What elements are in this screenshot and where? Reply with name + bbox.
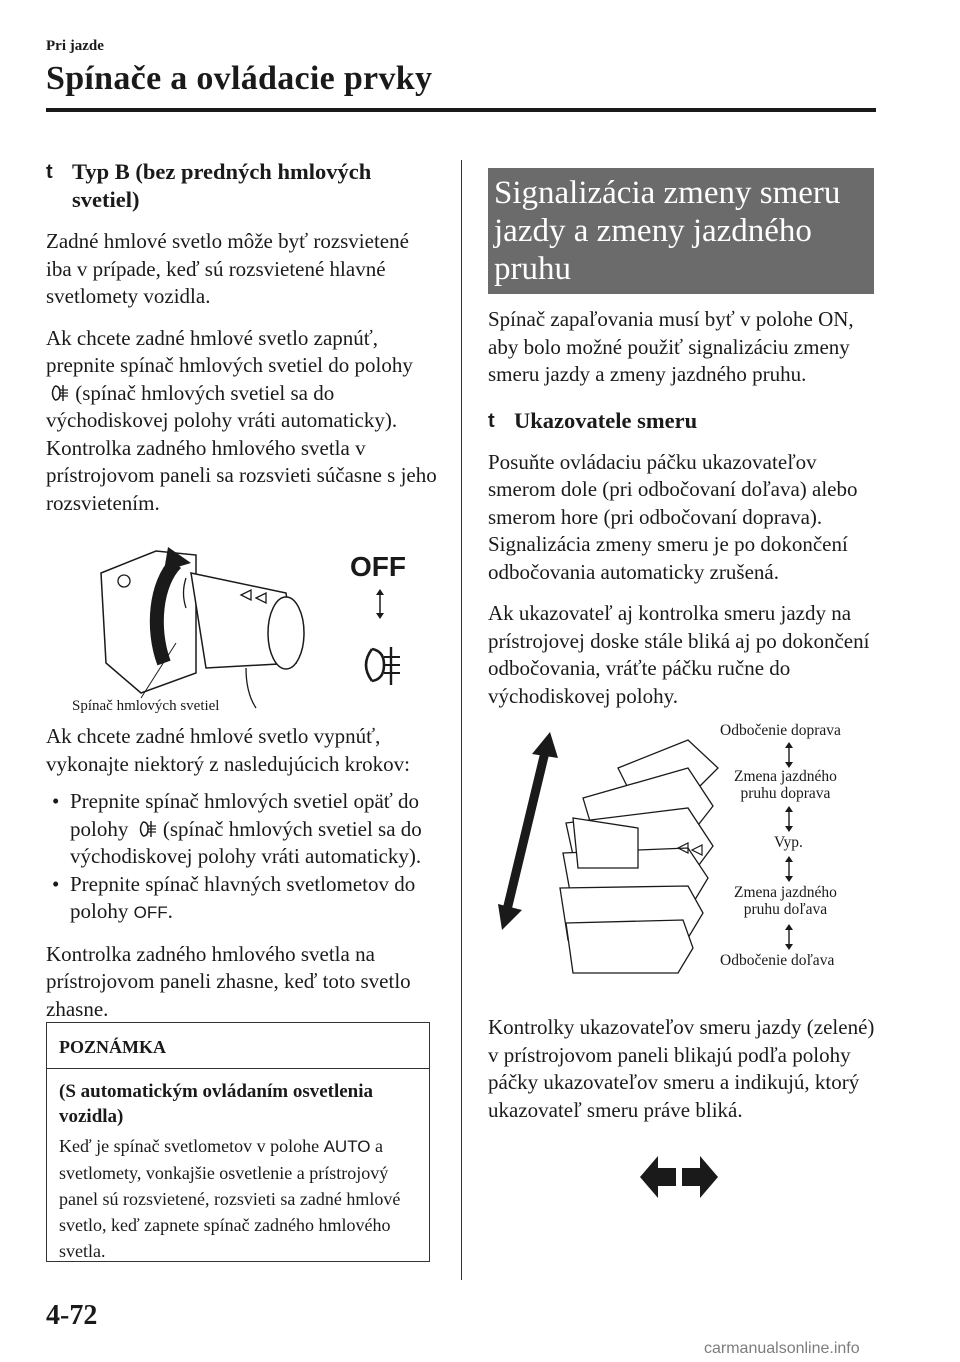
label-lane-change-right (734, 768, 837, 802)
paragraph: Posuňte ovládaciu páčku ukazovateľov smerom dole (pri odbočovaní doľava) alebo smerom hore (pri odbočovaní doprava). Signalizácia zmeny smeru je po dokončení odbočovania automaticky zrušená. (488, 449, 858, 584)
auto-inline-label: AUTO (323, 1137, 371, 1156)
subsection-heading-type-b (46, 158, 438, 214)
figure-caption: Spínač hmlových svetiel (72, 698, 220, 714)
note-body (47, 1069, 429, 1274)
label-line: Zmena jazdného (734, 768, 837, 785)
list-item (46, 871, 438, 927)
page-number: 4-72 (46, 1300, 98, 1331)
label-line: pruhu doľava (743, 901, 828, 918)
paragraph: Kontrolka zadného hmlového svetla na prístrojovom paneli zhasne, keď toto svetlo zhasne. (46, 941, 411, 1021)
note-heading: POZNÁMKA (47, 1023, 429, 1069)
off-inline-label: OFF (133, 903, 168, 922)
heading-bullet: t (46, 161, 53, 183)
label-line: Zmena jazdného (734, 884, 837, 901)
label-left-turn: Odbočenie doľava (720, 952, 835, 969)
column-divider (461, 160, 462, 1280)
section-label: Pri jazde (46, 38, 104, 54)
watermark: carmanualsonline.info (704, 1340, 860, 1357)
paragraph: Zadné hmlové svetlo môže byť rozsvietené iba v prípade, keď sú rozsvietené hlavné svetlomety vozidla. (46, 229, 409, 308)
page-title: Spínače a ovládacie prvky (46, 60, 433, 97)
list-item-text: (spínač hmlových svetiel sa do východiskovej polohy vráti automaticky). (70, 816, 422, 868)
note-box (46, 1022, 430, 1262)
list-item-text: Prepnite spínač hmlových svetiel opäť do polohy (70, 789, 419, 841)
fog-light-switch-figure (46, 533, 438, 713)
subsection-heading-turn-signals (488, 407, 880, 435)
bullet-dot: • (52, 789, 60, 813)
paragraph-text: Ak chcete zadné hmlové svetlo zapnúť, prepnite spínač hmlových svetiel do polohy (46, 325, 413, 377)
list-item-end: . (167, 899, 173, 923)
paragraph: Ak chcete zadné hmlové svetlo vypnúť, vykonajte niektorý z nasledujúcich krokov: (46, 724, 410, 776)
note-text: a svetlomety, vonkajšie osvetlenie a prístrojový panel sú rozsvietené, rozsvieti sa zadné hmlové svetlo, keď zapnete spínač zadného hmlového svetla. (59, 1136, 401, 1261)
off-position-label: OFF (350, 551, 406, 582)
label-lane-change-left (734, 884, 837, 918)
left-column (46, 158, 438, 1023)
heading-text: Ukazovatele smeru (514, 407, 698, 433)
bullet-dot: • (52, 871, 60, 896)
label-off: Vyp. (774, 834, 803, 851)
paragraph (46, 325, 438, 518)
label-line: pruhu doprava (740, 785, 831, 802)
rear-fog-light-symbol-icon (366, 647, 400, 685)
list-item (46, 788, 438, 871)
turn-indicator-arrows-icon (640, 1152, 718, 1202)
rear-fog-light-icon (134, 819, 158, 839)
list-item-text: Prepnite spínač hlavných svetlometov do polohy (70, 871, 416, 923)
paragraph: Ak ukazovateľ aj kontrolka smeru jazdy na prístrojovej doske stále bliká aj po dokončení odbočovania, vráťte páčku ručne do východiskovej polohy. (488, 601, 870, 708)
heading-text: Typ B (bez predných hmlových svetiel) (72, 159, 372, 212)
header-rule (46, 108, 876, 112)
paragraph: Spínač zapaľovania musí byť v polohe ON, aby bolo možné použiť signalizáciu zmeny smeru jazdy a zmeny jazdného pruhu. (488, 307, 854, 386)
paragraph-text: (spínač hmlových svetiel sa do východiskovej polohy vráti automaticky). Kontrolka zadného hmlového svetla v prístrojovom paneli sa rozsvieti súčasne s jeho rozsvietením. (46, 380, 437, 515)
heading-bullet: t (488, 409, 495, 432)
rear-fog-light-icon (46, 383, 70, 403)
bullet-list (46, 788, 438, 927)
label-right-turn: Odbočenie doprava (720, 722, 841, 739)
paragraph: Kontrolky ukazovateľov smeru jazdy (zelené) v prístrojovom paneli blikajú podľa polohy páčky ukazovateľov smeru a indikujú, ktorý ukazovateľ smeru práve bliká. (488, 1015, 875, 1122)
section-banner: Signalizácia zmeny smeru jazdy a zmeny jazdného pruhu (488, 168, 874, 294)
note-subheading: (S automatickým ovládaním osvetlenia vozidla) (59, 1081, 374, 1127)
turn-signal-lever-figure (488, 722, 880, 1000)
note-text: Keď je spínač svetlometov v polohe (59, 1136, 320, 1156)
right-column (488, 168, 880, 1124)
